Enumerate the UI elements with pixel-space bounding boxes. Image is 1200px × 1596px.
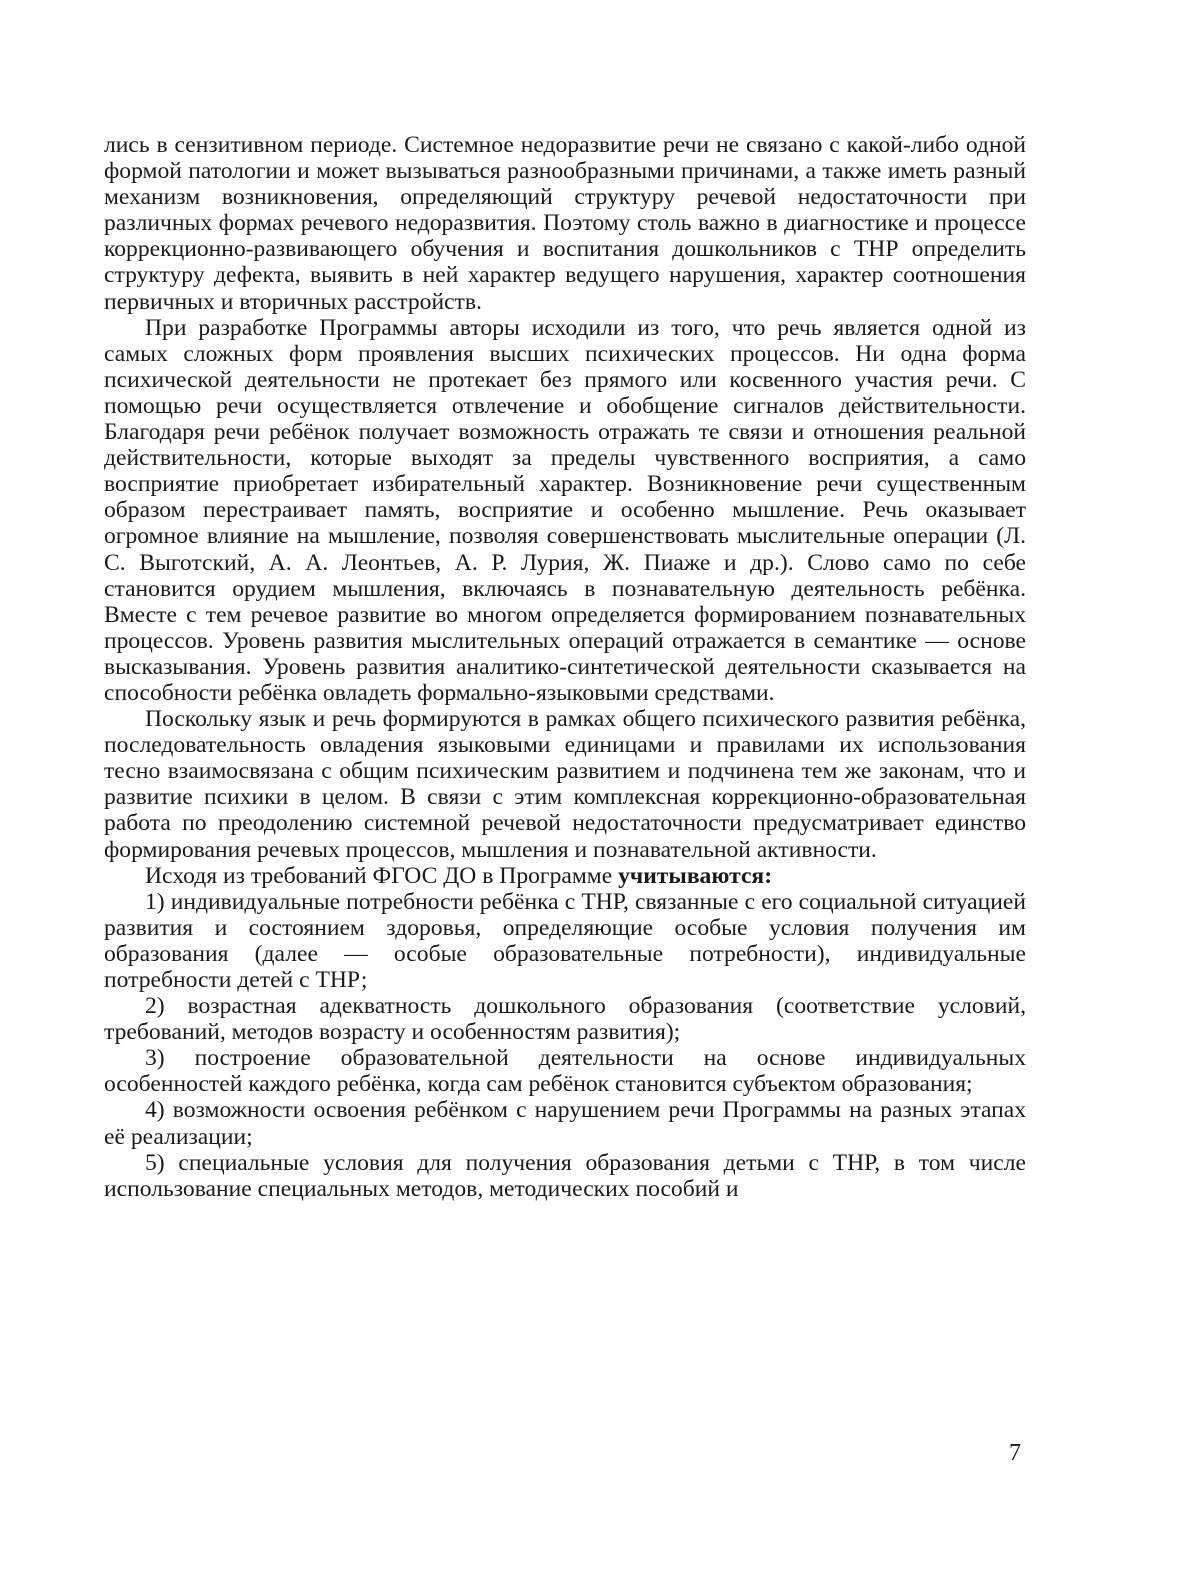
list-item-2: 2) возрастная адекватность дошкольного образования (соответствие условий, требований, методов возрасту и особенностям развития); (104, 993, 1026, 1046)
list-item-5: 5) специальные условия для получения образования детьми с ТНР, в том числе использование специальных методов, методических пособий и (104, 1149, 1026, 1202)
paragraph-2: При разработке Программы авторы исходили из того, что речь является одной из самых сложных форм проявления высших психических процессов. Ни одна форма психической деятельности не протекает без прямого или косвенного участия речи. С помощью речи осуществляется отвлечение и обобщение сигналов действительности. Благодаря речи ребёнок получает возможность отражать те связи и отношения реальной действительности, которые выходят за пределы чувственного восприятия, а само восприятие приобретает избирательный характер. Возникновение речи существенным образом перестраивает память, восприятие и особенно мышление. Речь оказывает огромное влияние на мышление, позволяя совершенствовать мыслительные операции (Л. С. Выготский, А. А. Леонтьев, А. Р. Лурия, Ж. Пиаже и др.). Слово само по себе становится орудием мышления, включаясь в познавательную деятельность ребёнка. Вместе с тем речевое развитие во многом определяется формированием познавательных процессов. Уровень развития мыслительных операций отражается в семантике — основе высказывания. Уровень развития аналитико-синтетической деятельности сказывается на способности ребёнка овладеть формально-языковыми средствами. (104, 314, 1026, 706)
lead-in-paragraph (104, 863, 1026, 889)
lead-in-bold: учитываются: (618, 862, 773, 889)
lead-in-text: Исходя из требований ФГОС ДО в Программе (145, 862, 619, 889)
paragraph-1: лись в сензитивном периоде. Системное недоразвитие речи не связано с какой-либо одной формой патологии и может вызываться разнообразными причинами, а также иметь разный механизм возникновения, определяющий структуру речевой недостаточности при различных формах речевого недоразвития. Поэтому столь важно в диагностике и процессе коррекционно-развивающего обучения и воспитания дошкольников с ТНР определить структуру дефекта, выявить в ней характер ведущего нарушения, характер соотношения первичных и вторичных расстройств. (104, 132, 1026, 315)
page-body (104, 132, 1026, 1202)
page-number: 7 (1009, 1440, 1021, 1466)
list-item-4: 4) возможности освоения ребёнком с нарушением речи Программы на разных этапах её реализации; (104, 1097, 1026, 1150)
paragraph-3: Поскольку язык и речь формируются в рамках общего психического развития ребёнка, последовательность овладения языковыми единицами и правилами их использования тесно взаимосвязана с общим психическим развитием и подчинена тем же законам, что и развитие психики в целом. В связи с этим комплексная коррекционно-образовательная работа по преодолению системной речевой недостаточности предусматривает единство формирования речевых процессов, мышления и познавательной активности. (104, 706, 1026, 863)
list-item-3: 3) построение образовательной деятельности на основе индивидуальных особенностей каждого ребёнка, когда сам ребёнок становится субъектом образования; (104, 1045, 1026, 1098)
list-item-1: 1) индивидуальные потребности ребёнка с ТНР, связанные с его социальной ситуацией развития и состоянием здоровья, определяющие особые условия получения им образования (далее — особые образовательные потребности), индивидуальные потребности детей с ТНР; (104, 888, 1026, 993)
